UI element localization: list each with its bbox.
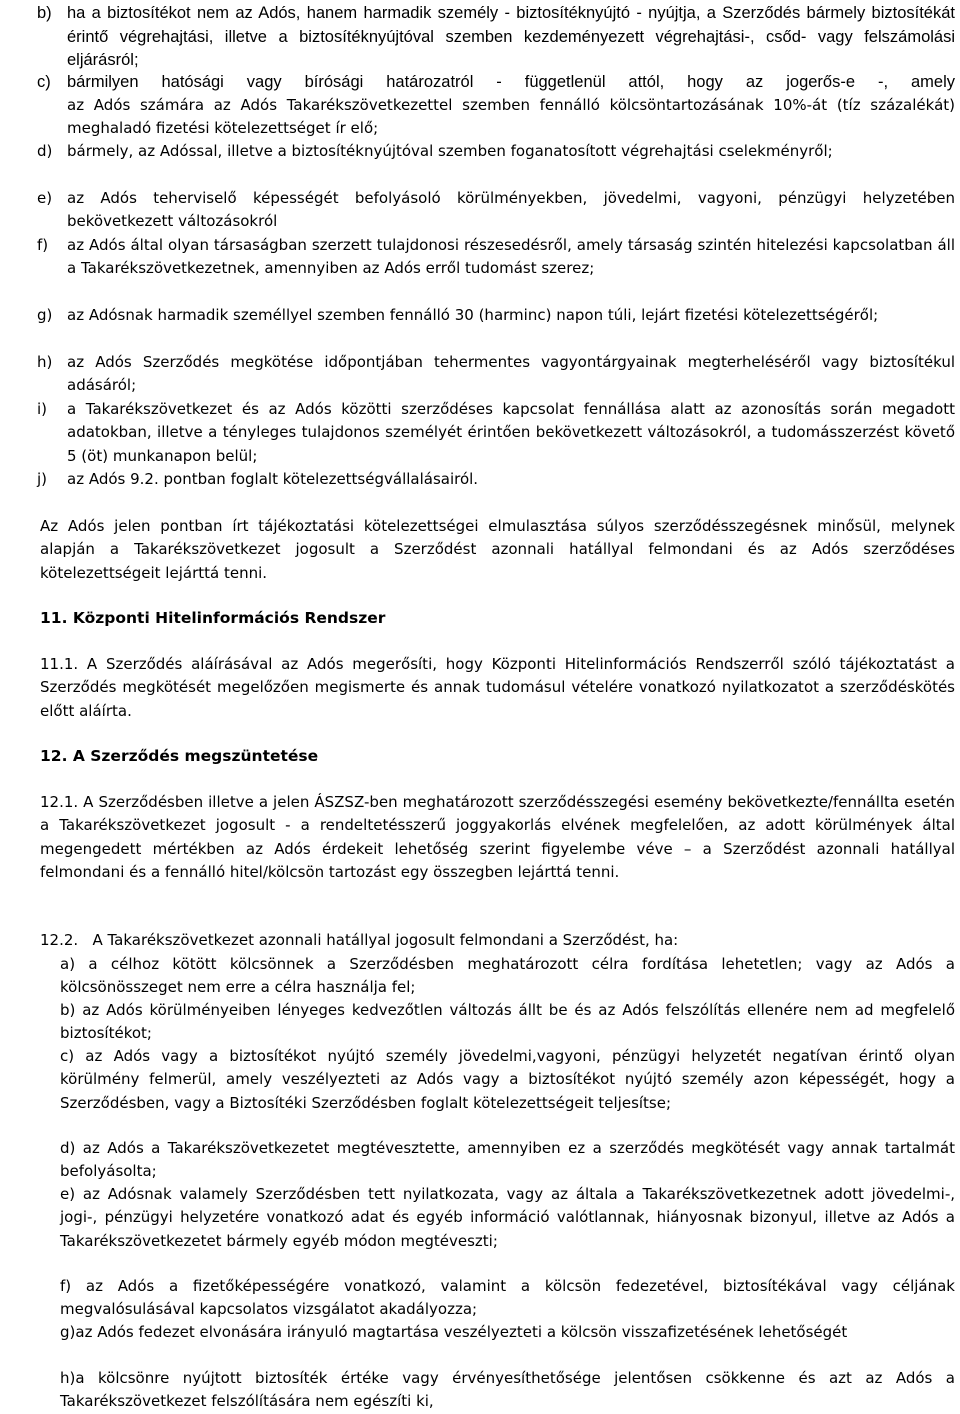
- list-item-g: [0, 304, 960, 352]
- section-heading-12: 12. A Szerződés megszüntetése: [40, 747, 319, 765]
- list-item-text: ha a biztosítékot nem az Adós, hanem harmadik személy - biztosítéknyújtó - nyújtja, a Szerződés bármely biztosítékát érintő végrehajtási, illetve a biztosítéknyújtóval szemben kezdeményezett végrehajtási-, csőd- vagy felszámolási eljárásról;: [67, 4, 955, 69]
- termination-reason-b: b) az Adós körülményeiben lényeges kedvezőtlen változás állt be és az Adós felszólítás ellenére nem ad megfelelő biztosítékot;: [60, 1001, 955, 1043]
- list-item-label: b): [37, 4, 52, 22]
- list-item-label: f): [37, 236, 49, 254]
- list-item-text: bármely, az Adóssal, illetve a biztosítéknyújtóval szemben foganatosított végrehajtási cselekményről;: [67, 142, 833, 160]
- list-item-text: az Adós Szerződés megkötése időpontjában tehermentes vagyontárgyainak megterheléséről vagy biztosítékul adásáról;: [67, 353, 955, 395]
- paragraph-11-1: 11.1. A Szerződés aláírásával az Adós megerősíti, hogy Központi Hitelinformációs Rendszerről szóló tájékoztatást a Szerződés megkötését megelőzően megismerte és annak tudomásul vételére vonatkozó nyilatkozatot a szerződéskötés előtt aláírta.: [40, 655, 955, 720]
- closing-paragraph: Az Adós jelen pontban írt tájékoztatási kötelezettségei elmulasztása súlyos szerződésszegésnek minősül, melynek alapján a Takarékszövetkezet jogosult a Szerződést azonnali hatállyal felmondani és az Adós szerződéses kötelezettségeit lejárttá tenni.: [40, 517, 955, 582]
- list-item-text: az Adós teherviselő képességét befolyásoló körülményekben, jövedelmi, vagyoni, pénzügyi helyzetében bekövetkezett változásokról: [67, 189, 955, 231]
- paragraph-12-1: 12.1. A Szerződésben illetve a jelen ÁSZSZ-ben meghatározott szerződésszegési esemény bekövetkezte/fennállta esetén a Takarékszövetkezet jogosult - a rendeltetésszerű joggyakorlás elvének megfelelően, az adott körülmények által megengedett mértékben az Adós érdekeit lehetőség szerint figyelembe véve – a Szerződést azonnali hatállyal felmondani és a fennálló hitel/kölcsön tartozást egy összegben lejárttá tenni.: [40, 793, 955, 882]
- paragraph-12-2-intro: 12.2. A Takarékszövetkezet azonnali hatállyal jogosult felmondani a Szerződést, ha:: [40, 931, 679, 949]
- termination-reason-e: e) az Adósnak valamely Szerződésben tett nyilatkozata, vagy az általa a Takarékszövetkezetnek adott jövedelmi-, jogi-, pénzügyi helyzetére vonatkozó adat és egyéb információ valótlannak, hiányosnak bizonyul, illetve az Adós a Takarékszövetkezetet bármely egyéb módon megtéveszti;: [60, 1185, 955, 1250]
- termination-reason-c: c) az Adós vagy a biztosítékot nyújtó személy jövedelmi,vagyoni, pénzügyi helyzetét negatívan érintő olyan körülmény felmerül, amely veszélyezteti az Adós vagy a biztosítékot nyújtó személy azon képességét, hogy a Szerződésben, vagy a Biztosítéki Szerződésben foglalt kötelezettségeit teljesítse;: [60, 1047, 955, 1112]
- list-item-d: [0, 140, 960, 188]
- list-item-label: j): [37, 470, 48, 488]
- termination-reason-d: d) az Adós a Takarékszövetkezetet megtévesztette, amennyiben ez a szerződés megkötését vagy annak tartalmát befolyásolta;: [60, 1139, 955, 1181]
- list-item-c-continuation: [67, 94, 955, 141]
- list-item-label: e): [37, 189, 53, 207]
- list-item-j: [0, 468, 960, 492]
- list-item-label: g): [37, 306, 53, 324]
- list-item-text: bármilyen hatósági vagy bírósági határozatról - függetlenül attól, hogy az jogerős-e -, amely: [67, 73, 955, 91]
- list-item-h: [0, 351, 960, 399]
- list-item-text: az Adós által olyan társaságban szerzett tulajdonosi részesedésről, amely társaság szintén hitelezési kapcsolatban áll a Takarékszövetkezetnek, amennyiben az Adós erről tudomást szerez;: [67, 236, 955, 278]
- termination-reason-f: f) az Adós a fizetőképességére vonatkozó, valamint a kölcsön fedezetével, biztosítékával vagy céljának megvalósulásával kapcsolatos vizsgálatot akadályozza;: [60, 1277, 955, 1319]
- list-item-text: az Adós számára az Adós Takarékszövetkezettel szemben fennálló kölcsöntartozásának 10%-át (tíz százalékát) meghaladó fizetési kötelezettséget ír elő;: [67, 96, 955, 138]
- list-item-text: az Adósnak harmadik személlyel szemben fennálló 30 (harminc) napon túli, lejárt fizetési kötelezettségéről;: [67, 306, 879, 324]
- list-item-label: h): [37, 353, 53, 371]
- list-item-text: az Adós 9.2. pontban foglalt kötelezettségvállalásairól.: [67, 470, 479, 488]
- list-item-label: d): [37, 142, 53, 160]
- list-item-e: [0, 187, 960, 235]
- list-item-i: [0, 398, 960, 470]
- termination-reason-h: h)a kölcsönre nyújtott biztosíték értéke vagy érvényesíthetősége jelentősen csökkenne és azt az Adós a Takarékszövetkezet felszólítására nem egészíti ki,: [60, 1369, 955, 1411]
- list-item-label: i): [37, 400, 48, 418]
- termination-reason-g: g)az Adós fedezet elvonására irányuló magtartása veszélyezteti a kölcsön visszafizetésének lehetőségét: [60, 1323, 848, 1341]
- list-item-b: [0, 0, 960, 72]
- list-item-text: a Takarékszövetkezet és az Adós közötti szerződéses kapcsolat fennállása alatt az azonosítás során megadott adatokban, illetve a tényleges tulajdonos személyét érintően bekövetkezett változásokról, a tudomásszerzést követő 5 (öt) munkanapon belül;: [67, 400, 955, 465]
- list-item-f: [0, 234, 960, 306]
- list-item-label: c): [37, 73, 51, 91]
- termination-reason-a: a) a célhoz kötött kölcsönnek a Szerződésben meghatározott célra fordítása lehetetlen; vagy az Adós a kölcsönösszeget nem erre a célra használja fel;: [60, 955, 955, 997]
- section-heading-11: 11. Központi Hitelinformációs Rendszer: [40, 609, 386, 627]
